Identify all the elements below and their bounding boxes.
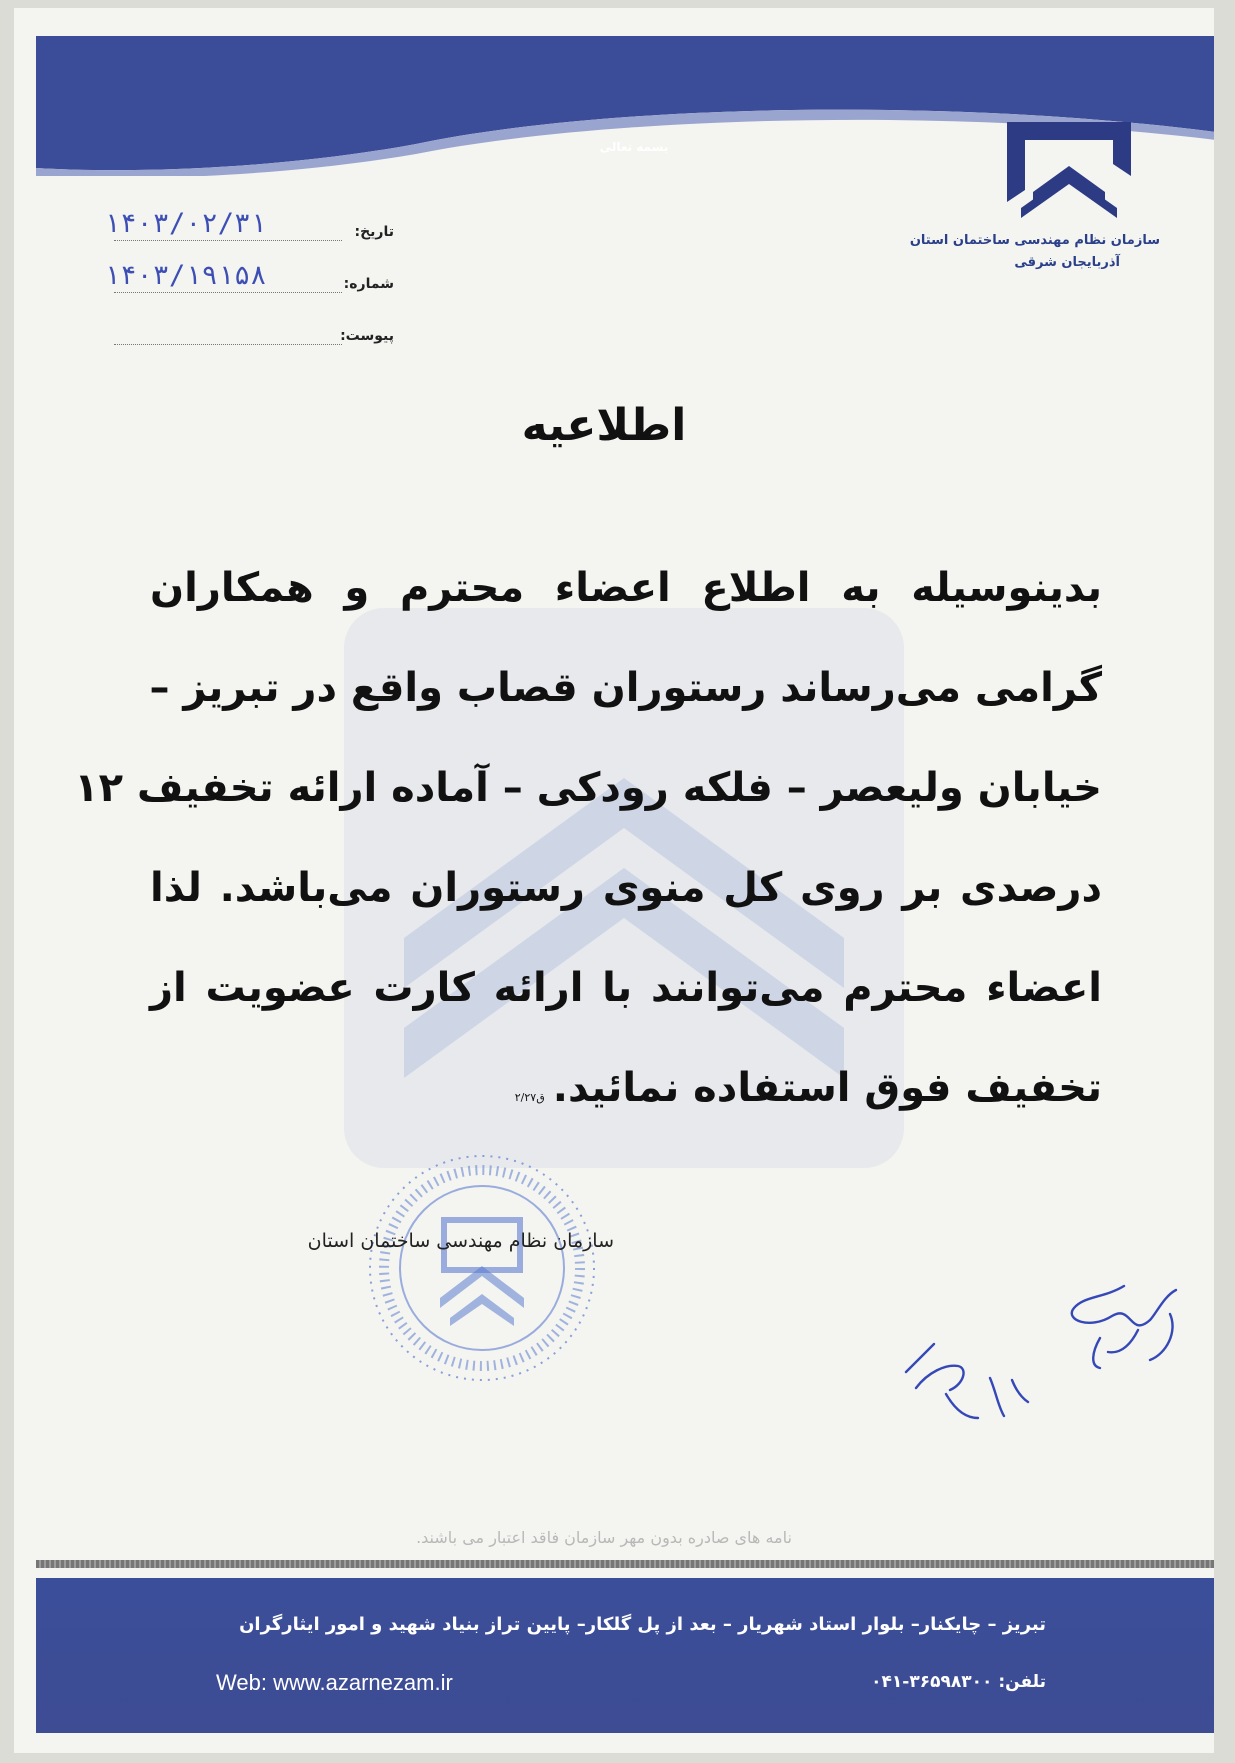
disclaimer: نامه های صادره بدون مهر سازمان فاقد اعتبار می باشند. — [416, 1528, 792, 1547]
body-line-last — [150, 1038, 1102, 1138]
body-line: خیابان ولیعصر – فلکه رودکی – آماده ارائه تخفیف ۱۲ — [74, 765, 1102, 811]
organization-name — [840, 230, 1160, 274]
scan-noise-band — [36, 1560, 1214, 1568]
phone-value: ۰۴۱-۳۶۵۹۸۳۰۰ — [871, 1672, 993, 1692]
body-line: درصدی بر روی کل منوی رستوران می‌باشد. لذا — [150, 865, 1102, 911]
basmala: بسمه تعالی — [599, 140, 669, 154]
attachment-label: پیوست: — [340, 328, 394, 344]
footer-address: تبریز – چایکنار– بلوار استاد شهریار – بعد از پل گلکار– پایین تراز بنیاد شهید و امور ایثارگران — [239, 1614, 1046, 1635]
handwritten-note — [894, 1268, 1194, 1428]
signature-label: سازمان نظام مهندسی ساختمان استان — [307, 1230, 614, 1252]
date-field — [94, 208, 394, 248]
organization-name-line2: آذربایجان شرقی — [1014, 255, 1120, 270]
number-value: ۱۴۰۳/۱۹۱۵۸ — [104, 260, 267, 291]
footer-website[interactable]: Web: www.azarnezam.ir — [216, 1670, 453, 1695]
official-stamp — [362, 1148, 602, 1388]
footer-phone — [871, 1672, 1046, 1692]
attachment-line — [114, 344, 342, 345]
body-line: گرامی می‌رساند رستوران قصاب واقع در تبریز – — [149, 665, 1102, 711]
letter-sheet — [14, 8, 1214, 1753]
date-value: ۱۴۰۳/۰۲/۳۱ — [104, 208, 267, 239]
body-line: اعضاء محترم می‌توانند با ارائه کارت عضویت از — [150, 965, 1102, 1011]
body-line: بدینوسیله به اطلاع اعضاء محترم و همکاران — [150, 565, 1102, 611]
notice-title: اطلاعیه — [521, 400, 687, 451]
footer — [36, 1578, 1214, 1733]
notice-body — [74, 538, 1102, 1138]
number-line — [114, 292, 342, 293]
attachment-field — [94, 322, 394, 352]
body-line-text: تخفیف فوق استفاده نمائید. — [552, 1065, 1102, 1111]
date-label: تاریخ: — [354, 224, 394, 240]
reference-code: ق۲/۲۷ — [514, 1091, 545, 1104]
organization-name-line1: سازمان نظام مهندسی ساختمان استان — [909, 233, 1160, 248]
organization-logo — [999, 118, 1139, 228]
date-line — [114, 240, 342, 241]
phone-label: تلفن: — [998, 1672, 1046, 1692]
number-field — [94, 260, 394, 300]
number-label: شماره: — [343, 276, 394, 292]
